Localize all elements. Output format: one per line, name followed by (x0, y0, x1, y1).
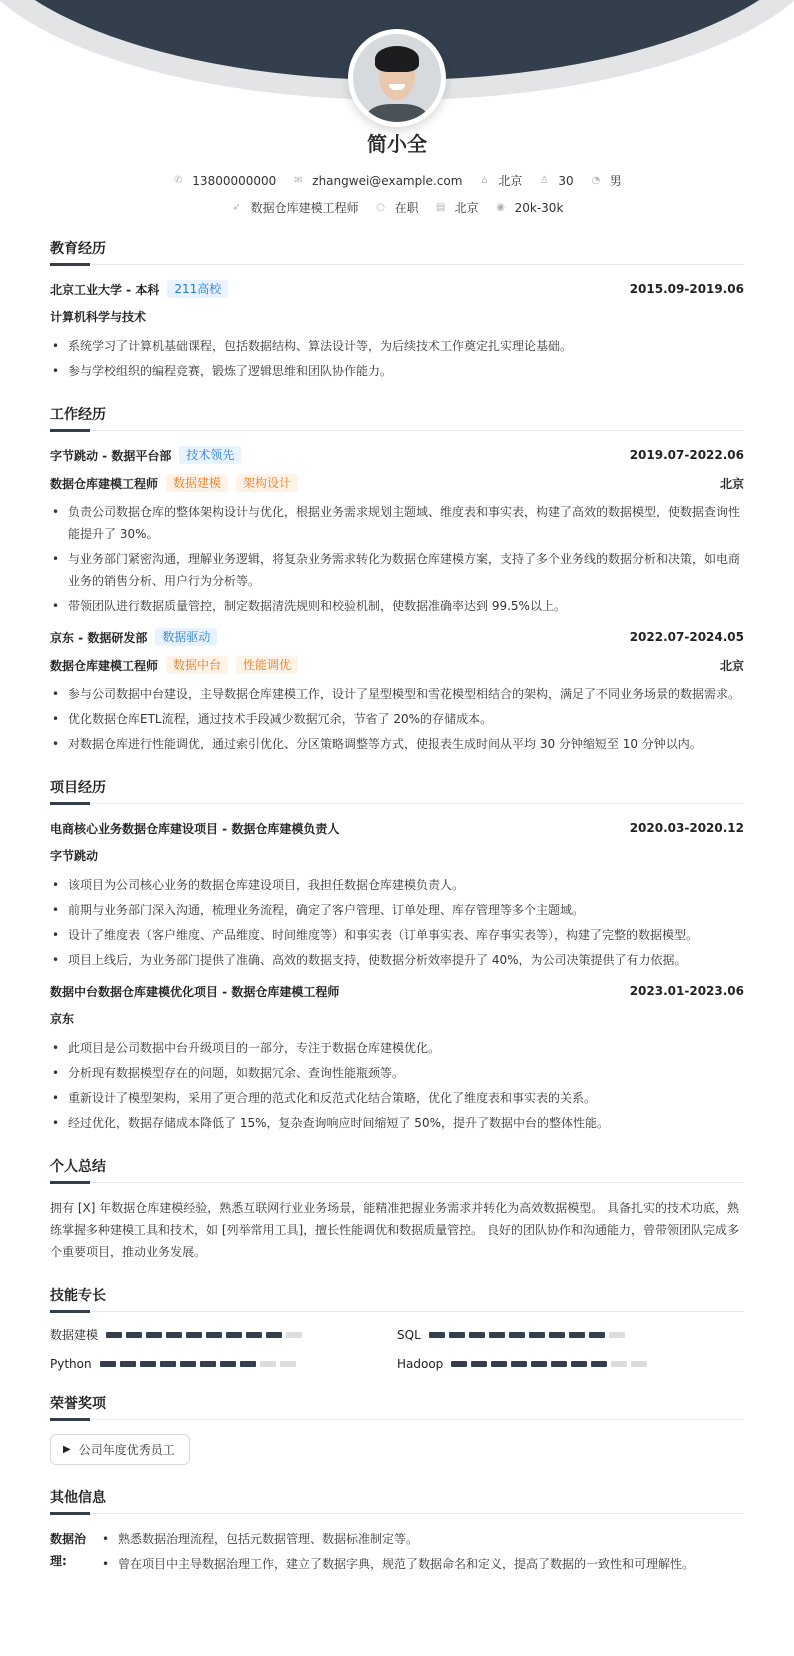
job-role-row (50, 655, 744, 675)
project-bullets (50, 874, 744, 971)
skill-level-segment (551, 1361, 567, 1367)
project-bullets (50, 1037, 744, 1134)
section-title: 荣誉奖项 (50, 1393, 744, 1420)
summary-section (50, 1156, 744, 1263)
role-tag: 性能调优 (236, 656, 298, 674)
company-name: 字节跳动 - 数据平台部 (50, 448, 172, 463)
age-icon: ♙ (539, 175, 549, 186)
list-item: • 参与学校组织的编程竞赛，锻炼了逻辑思维和团队协作能力。 (50, 360, 744, 382)
contact-age: ♙ 30 (539, 173, 574, 188)
list-item: • 设计了维度表（客户维度、产品维度、时间维度等）和事实表（订单事实表、库存事实表等），构建了完整的数据模型。 (50, 924, 744, 946)
skill-level-segment (246, 1332, 262, 1338)
other-section (50, 1487, 744, 1578)
skill-item (50, 1326, 397, 1343)
skill-level-segment (106, 1332, 122, 1338)
section-title: 教育经历 (50, 238, 744, 265)
skill-name: Python (50, 1357, 92, 1371)
skill-level-segment (531, 1361, 547, 1367)
major: 计算机科学与技术 (50, 310, 147, 324)
job-location: 北京 (719, 658, 744, 673)
job-bullets (50, 501, 744, 617)
skill-level-bar (100, 1361, 300, 1367)
project-entry (50, 981, 744, 1134)
job-header (50, 627, 744, 647)
list-item: • 重新设计了模型架构，采用了更合理的范式化和反范式化结合策略，优化了维度表和事实表的关系。 (50, 1087, 744, 1109)
contact-row-2 (0, 199, 794, 216)
section-title: 个人总结 (50, 1156, 744, 1183)
summary-text: 拥有 [X] 年数据仓库建模经验，熟悉互联网行业业务场景，能精准把握业务需求并转化为高效数据模型。 具备扎实的技术功底，熟练掌握多种建模工具和技术，如 [列举常用工具]，擅长性能调优和数据质量管控。 良好的团队协作和沟通能力，曾带领团队完成多个重要项目，推动业务发展。 (50, 1201, 740, 1259)
skill-level-segment (469, 1332, 485, 1338)
skill-level-segment (491, 1361, 507, 1367)
skill-level-segment (471, 1361, 487, 1367)
skill-level-segment (260, 1361, 276, 1367)
role-tag: 数据建模 (166, 474, 228, 492)
school-name: 北京工业大学 - 本科 (50, 282, 160, 297)
role-tag: 数据中台 (166, 656, 228, 674)
skill-level-segment (571, 1361, 587, 1367)
skill-level-segment (451, 1361, 467, 1367)
award-label: 公司年度优秀员工 (78, 1443, 175, 1457)
contact-row-1 (0, 172, 794, 189)
skill-level-segment (160, 1361, 176, 1367)
skill-level-segment (200, 1361, 216, 1367)
skill-level-segment (489, 1332, 505, 1338)
skill-name: SQL (397, 1327, 421, 1342)
skill-level-segment (611, 1361, 627, 1367)
job-date: 2019.07-2022.06 (629, 448, 744, 462)
status-icon: ○ (376, 202, 385, 213)
list-item: • 前期与业务部门深入沟通，梳理业务流程，确定了客户管理、订单处理、库存管理等多个主题域。 (50, 899, 744, 921)
skill-level-segment (549, 1332, 565, 1338)
skill-level-segment (429, 1332, 445, 1338)
list-item: • 曾在项目中主导数据治理工作，建立了数据字典，规范了数据命名和定义，提高了数据的一致性和可理解性。 (100, 1553, 744, 1575)
section-title: 工作经历 (50, 404, 744, 431)
section-title: 其他信息 (50, 1487, 744, 1514)
job-location: 北京 (719, 476, 744, 491)
education-bullets (50, 335, 744, 382)
section-title: 项目经历 (50, 777, 744, 804)
skill-level-segment (140, 1361, 156, 1367)
skill-level-bar (451, 1361, 651, 1367)
projects-section (50, 777, 744, 1134)
education-section (50, 238, 744, 382)
skill-item (397, 1357, 744, 1371)
phone-icon: ✆ (174, 175, 183, 186)
job-entry (50, 627, 744, 755)
education-header (50, 279, 744, 299)
gender-icon: ◔ (591, 175, 601, 186)
job-status: ○ 在职 (376, 201, 419, 215)
school-tag: 211高校 (167, 280, 228, 298)
project-header (50, 818, 744, 838)
awards-section (50, 1393, 744, 1465)
company-tag: 技术领先 (179, 446, 241, 464)
home-icon: ⌂ (481, 175, 488, 186)
skill-level-segment (591, 1361, 607, 1367)
job-target: ➶ 数据仓库建模工程师 (232, 201, 359, 215)
salary-icon: ◉ (496, 202, 505, 213)
skill-level-segment (609, 1332, 625, 1338)
job-role-row (50, 473, 744, 493)
list-item: • 系统学习了计算机基础课程，包括数据结构、算法设计等，为后续技术工作奠定扎实理论基础。 (50, 335, 744, 357)
skill-level-segment (166, 1332, 182, 1338)
list-item: • 经过优化，数据存储成本降低了 15%，复杂查询响应时间缩短了 50%，提升了数据中台的整体性能。 (50, 1112, 744, 1134)
job-header (50, 445, 744, 465)
list-item: • 该项目为公司核心业务的数据仓库建设项目，我担任数据仓库建模负责人。 (50, 874, 744, 896)
job-salary: ◉ 20k-30k (496, 200, 564, 215)
contact-gender: ◔ 男 (591, 174, 622, 188)
send-icon: ➶ (232, 202, 241, 213)
skill-level-segment (631, 1361, 647, 1367)
other-bullets (100, 1528, 744, 1578)
skill-level-segment (186, 1332, 202, 1338)
skill-level-segment (220, 1361, 236, 1367)
triangle-right-icon: ▶ (63, 1444, 71, 1455)
contact-email: ✉ zhangwei@example.com (294, 173, 463, 188)
list-item: • 分析现有数据模型存在的问题，如数据冗余、查询性能瓶颈等。 (50, 1062, 744, 1084)
project-name: 电商核心业务数据仓库建设项目 - 数据仓库建模负责人 (50, 821, 340, 836)
skill-level-segment (589, 1332, 605, 1338)
avatar (348, 29, 446, 127)
job-entry (50, 445, 744, 617)
other-item (50, 1528, 744, 1578)
company-name: 京东 - 数据研发部 (50, 630, 148, 645)
skills-grid (50, 1326, 744, 1371)
list-item: • 负责公司数据仓库的整体架构设计与优化，根据业务需求规划主题域、维度表和事实表，构建了高效的数据模型，使数据查询性能提升了 30%。 (50, 501, 744, 545)
skill-level-segment (146, 1332, 162, 1338)
skill-level-bar (429, 1332, 629, 1338)
role-tag: 架构设计 (236, 474, 298, 492)
skill-item (50, 1357, 397, 1371)
job-role: 数据仓库建模工程师 (50, 658, 159, 673)
skill-name: Hadoop (397, 1357, 444, 1371)
skill-level-segment (511, 1361, 527, 1367)
company-tag: 数据驱动 (155, 628, 217, 646)
skill-item (397, 1326, 744, 1343)
contact-phone: ✆ 13800000000 (174, 173, 277, 188)
list-item: • 参与公司数据中台建设，主导数据仓库建模工作，设计了星型模型和雪花模型相结合的架构，满足了不同业务场景的数据需求。 (50, 683, 744, 705)
skill-name: 数据建模 (50, 1328, 99, 1342)
skill-level-segment (180, 1361, 196, 1367)
list-item: • 此项目是公司数据中台升级项目的一部分，专注于数据仓库建模优化。 (50, 1037, 744, 1059)
project-name: 数据中台数据仓库建模优化项目 - 数据仓库建模工程师 (50, 984, 340, 999)
work-section (50, 404, 744, 755)
resume-content (50, 238, 744, 1600)
other-label: 数据治理: (50, 1532, 87, 1568)
building-icon: ▤ (435, 202, 446, 213)
award-item (50, 1434, 190, 1465)
skill-level-segment (569, 1332, 585, 1338)
skill-level-segment (120, 1361, 136, 1367)
skill-level-segment (286, 1332, 302, 1338)
skill-level-segment (449, 1332, 465, 1338)
skill-level-segment (226, 1332, 242, 1338)
project-date: 2020.03-2020.12 (629, 821, 744, 835)
list-item: • 与业务部门紧密沟通，理解业务逻辑，将复杂业务需求转化为数据仓库建模方案，支持了多个业务线的数据分析和决策，如电商业务的销售分析、用户行为分析等。 (50, 548, 744, 592)
job-bullets (50, 683, 744, 755)
skill-level-segment (529, 1332, 545, 1338)
skill-level-segment (100, 1361, 116, 1367)
mail-icon: ✉ (294, 175, 303, 186)
candidate-name: 简小全 (367, 132, 427, 156)
skill-level-segment (126, 1332, 142, 1338)
job-role: 数据仓库建模工程师 (50, 476, 159, 491)
contact-city: ⌂ 北京 (478, 172, 522, 189)
education-date: 2015.09-2019.06 (629, 282, 744, 296)
section-title: 技能专长 (50, 1285, 744, 1312)
skill-level-bar (106, 1332, 306, 1338)
skill-level-segment (280, 1361, 296, 1367)
list-item: • 项目上线后，为业务部门提供了准确、高效的数据支持，使数据分析效率提升了 40%，为公司决策提供了有力依据。 (50, 949, 744, 971)
project-company: 京东 (50, 1012, 75, 1026)
skill-level-segment (206, 1332, 222, 1338)
avatar-photo (353, 34, 441, 122)
list-item: • 带领团队进行数据质量管控，制定数据清洗规则和校验机制，使数据准确率达到 99.5%以上。 (50, 595, 744, 617)
list-item: • 对数据仓库进行性能调优，通过索引优化、分区策略调整等方式，使报表生成时间从平均 30 分钟缩短至 10 分钟以内。 (50, 733, 744, 755)
project-date: 2023.01-2023.06 (629, 984, 744, 998)
list-item: • 优化数据仓库ETL流程，通过技术手段减少数据冗余，节省了 20%的存储成本。 (50, 708, 744, 730)
job-date: 2022.07-2024.05 (629, 630, 744, 644)
skill-level-segment (240, 1361, 256, 1367)
project-company: 字节跳动 (50, 849, 99, 863)
skill-level-segment (266, 1332, 282, 1338)
skills-section (50, 1285, 744, 1371)
job-city: ▤ 北京 (435, 201, 479, 215)
skill-level-segment (509, 1332, 525, 1338)
list-item: • 熟悉数据治理流程，包括元数据管理、数据标准制定等。 (100, 1528, 744, 1550)
project-header (50, 981, 744, 1001)
project-entry (50, 818, 744, 971)
